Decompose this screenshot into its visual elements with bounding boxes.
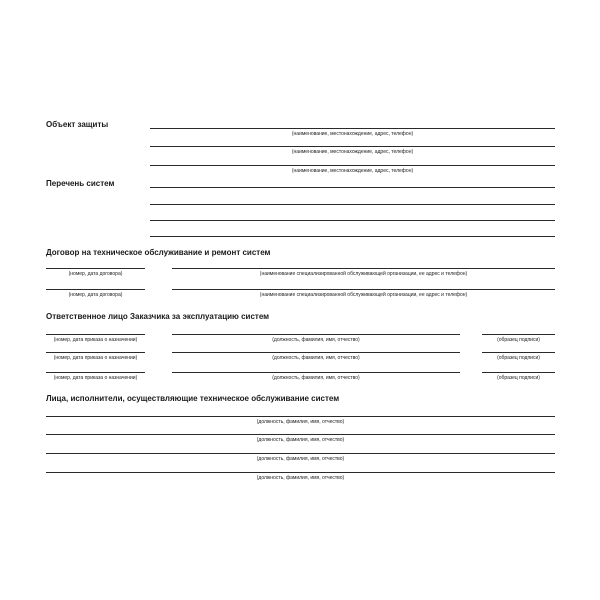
contract-label: Договор на техническое обслуживание и ремонт систем bbox=[46, 248, 271, 257]
performer-caption-1: (должность, фамилия, имя, отчество) bbox=[256, 419, 345, 425]
responsible-order-caption-3: (номер, дата приказа о назначении) bbox=[53, 375, 138, 381]
contract-number-line-1[interactable] bbox=[46, 268, 145, 269]
responsible-name-line-3[interactable] bbox=[172, 372, 460, 373]
responsible-order-line-1[interactable] bbox=[46, 334, 145, 335]
systems-field-line-1[interactable] bbox=[150, 187, 555, 188]
responsible-order-line-2[interactable] bbox=[46, 352, 145, 353]
responsible-signature-caption-1: (образец подписи) bbox=[497, 337, 540, 343]
systems-field-line-4[interactable] bbox=[150, 236, 555, 237]
contract-number-caption-1: (номер, дата договора) bbox=[68, 271, 123, 277]
performers-label: Лица, исполнители, осуществляющие техническое обслуживание систем bbox=[46, 394, 340, 403]
responsible-label: Ответственное лицо Заказчика за эксплуатацию систем bbox=[46, 312, 270, 321]
systems-field-line-2[interactable] bbox=[150, 204, 555, 205]
object-caption-1: (наименование, местонахождение, адрес, телефон) bbox=[291, 131, 414, 137]
object-field-line-2[interactable] bbox=[150, 146, 555, 147]
responsible-signature-caption-3: (образец подписи) bbox=[497, 375, 540, 381]
object-field-line-1[interactable] bbox=[150, 128, 555, 129]
responsible-order-caption-2: (номер, дата приказа о назначении) bbox=[53, 355, 138, 361]
performer-caption-3: (должность, фамилия, имя, отчество) bbox=[256, 456, 345, 462]
responsible-signature-line-1[interactable] bbox=[482, 334, 555, 335]
systems-field-line-3[interactable] bbox=[150, 220, 555, 221]
responsible-name-caption-3: (должность, фамилия, имя, отчество) bbox=[272, 375, 360, 381]
responsible-signature-line-2[interactable] bbox=[482, 352, 555, 353]
responsible-order-line-3[interactable] bbox=[46, 372, 145, 373]
responsible-name-line-2[interactable] bbox=[172, 352, 460, 353]
contract-org-line-2[interactable] bbox=[172, 289, 555, 290]
contract-number-line-2[interactable] bbox=[46, 289, 145, 290]
responsible-order-caption-1: (номер, дата приказа о назначении) bbox=[53, 337, 138, 343]
responsible-name-caption-1: (должность, фамилия, имя, отчество) bbox=[272, 337, 360, 343]
responsible-signature-line-3[interactable] bbox=[482, 372, 555, 373]
performer-caption-4: (должность, фамилия, имя, отчество) bbox=[256, 475, 345, 481]
responsible-name-line-1[interactable] bbox=[172, 334, 460, 335]
performer-line-3[interactable] bbox=[46, 453, 555, 454]
responsible-signature-caption-2: (образец подписи) bbox=[497, 355, 540, 361]
object-field-line-3[interactable] bbox=[150, 165, 555, 166]
performer-line-4[interactable] bbox=[46, 472, 555, 473]
contract-number-caption-2: (номер, дата договора) bbox=[68, 292, 123, 298]
object-caption-3: (наименование, местонахождение, адрес, телефон) bbox=[291, 168, 414, 174]
contract-org-caption-2: (наименование специализированной обслуживающей организации, ее адрес и телефон) bbox=[259, 292, 468, 298]
performer-caption-2: (должность, фамилия, имя, отчество) bbox=[256, 437, 345, 443]
object-caption-2: (наименование, местонахождение, адрес, телефон) bbox=[291, 149, 414, 155]
performer-line-1[interactable] bbox=[46, 416, 555, 417]
systems-label: Перечень систем bbox=[46, 179, 115, 188]
contract-org-caption-1: (наименование специализированной обслуживающей организации, ее адрес и телефон) bbox=[259, 271, 468, 277]
performer-line-2[interactable] bbox=[46, 434, 555, 435]
responsible-name-caption-2: (должность, фамилия, имя, отчество) bbox=[272, 355, 360, 361]
contract-org-line-1[interactable] bbox=[172, 268, 555, 269]
object-label: Объект защиты bbox=[46, 120, 109, 129]
